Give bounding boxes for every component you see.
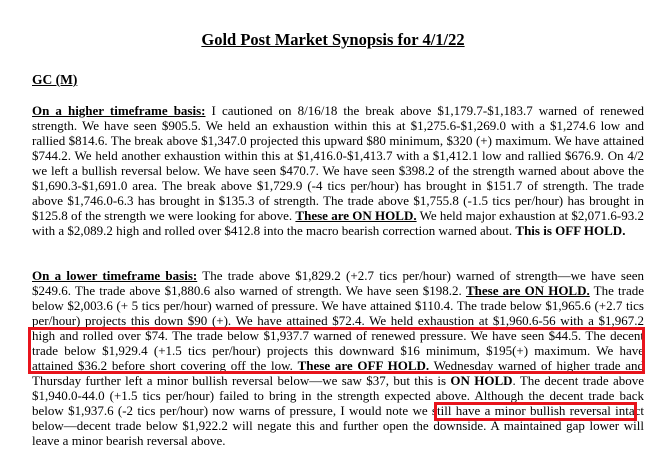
higher-timeframe-paragraph [32,103,644,238]
lower-timeframe-text-2: The trade below $2,003.6 (+ 5 tics per/hour) warned of pressure. We have attained $110.4. The trade below $1,965.6 (+2.7 tics per/hour) projects this down $90 (+). We have attained $72.4. We held exhaustion at $1,960.6-56 with a $1,967.2 high and rolled over $74. The trade below $1,937.7 warned of renewed pressure. We have seen $44.5. The decent trade below $1,929.4 (+1.5 tics per/hour) projects this downward $16 minimum, $195(+) maximum. We have attained $36.2 before short covering off the low. [32,283,644,373]
lower-timeframe-off-hold: These are OFF HOLD. [297,358,430,373]
lower-timeframe-text-1: The trade above $1,829.2 (+2.7 tics per/hour) warned of strength—we have seen $249.6. The trade above $1,880.6 also warned of strength. We have seen $198.2. [32,268,644,298]
higher-timeframe-off-hold: This is OFF HOLD. [515,223,626,238]
lower-timeframe-text-3: Wednesday warned of higher trade and Thursday further left a minor bullish reversal below—we saw $37, but this is [32,358,644,388]
lower-timeframe-paragraph [32,268,644,448]
lower-timeframe-on-hold-2: ON HOLD [450,373,513,388]
higher-timeframe-on-hold: These are ON HOLD. [295,208,417,223]
higher-timeframe-text-2: We held major exhaustion at $2,071.6-93.2 with a $2,089.2 high and rolled over $412.8 into the macro bearish correction warned about. [32,208,644,238]
higher-timeframe-heading: On a higher timeframe basis: [32,103,206,118]
section-heading: GC (M) [32,72,78,87]
lower-timeframe-on-hold: These are ON HOLD. [465,283,590,298]
document-title: Gold Post Market Synopsis for 4/1/22 [201,30,465,49]
lower-timeframe-text-4: . The decent trade above $1,940.0-44.0 (+1.5 tics per/hour) failed to bring in the strength expected above. Although the decent trade back below $1,937.6 (-2 tics per/hour) now warns of pressure, I would note we still have a minor bullish reversal intact below—decent trade below $1,922.2 will negate this and further open the downside. A maintained gap lower will leave a minor bearish reversal above. [32,373,645,448]
lower-timeframe-heading: On a lower timeframe basis: [32,268,198,283]
higher-timeframe-text-1: I cautioned on 8/16/18 the break above $1,179.7-$1,183.7 warned of renewed strength. We have seen $905.5. We held an exhaustion within this at $1,275.6-$1,269.0 with a $1,274.6 low and rallied $814.6. The break above $1,347.0 projected this upward $80 minimum, $320 (+) maximum. We have attained $744.2. We held another exhaustion within this at $1,416.0-$1,413.7 with a $1,412.1 low and rallied $676.9. On 4/2 we left a bullish reversal below. We have seen $470.7. We have seen $398.2 of the strength warned about above the $1,690.3-$1,691.0 area. The break above $1,729.9 (-4 tics per/hour) has brought in $151.7 of strength. The trade above $1,746.0-6.3 has brought in $135.3 of strength. The trade above $1,755.8 (-1.5 tics per/hour) has brought in $125.8 of the strength we were looking for above. [32,103,644,223]
